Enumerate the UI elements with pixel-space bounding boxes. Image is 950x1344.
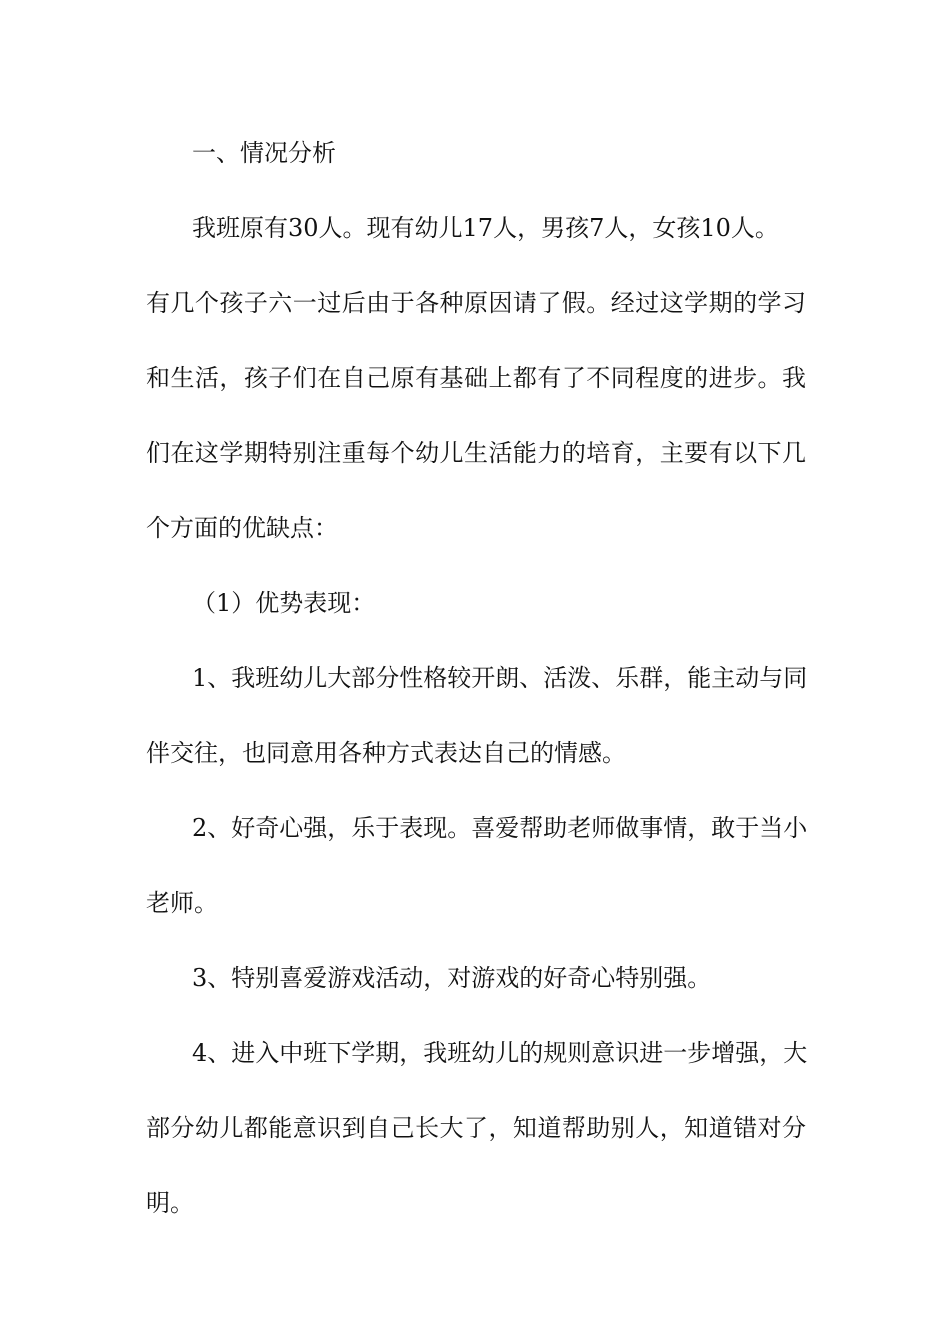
list-item-line: 1、我班幼儿大部分性格较开朗、活泼、乐群，能主动与同 bbox=[192, 664, 808, 692]
list-item-line: 伴交往，也同意用各种方式表达自己的情感。 bbox=[146, 739, 626, 767]
paragraph-line: 们在这学期特别注重每个幼儿生活能力的培育，主要有以下几 bbox=[146, 439, 806, 467]
subheading: （1）优势表现： bbox=[192, 589, 376, 617]
list-item-line: 2、好奇心强，乐于表现。喜爱帮助老师做事情，敢于当小 bbox=[192, 814, 808, 842]
section-heading: 一、情况分析 bbox=[192, 139, 336, 167]
paragraph-line: 有几个孩子六一过后由于各种原因请了假。经过这学期的学习 bbox=[146, 289, 806, 317]
paragraph-line: 和生活，孩子们在自己原有基础上都有了不同程度的进步。我 bbox=[146, 364, 806, 392]
paragraph-line: 个方面的优缺点： bbox=[146, 514, 338, 542]
list-item-line: 明。 bbox=[146, 1189, 194, 1217]
list-item-line: 4、进入中班下学期，我班幼儿的规则意识进一步增强，大 bbox=[192, 1039, 808, 1067]
list-item-line: 部分幼儿都能意识到自己长大了，知道帮助别人，知道错对分 bbox=[146, 1114, 806, 1142]
paragraph-line: 我班原有30人。现有幼儿17人，男孩7人，女孩10人。 bbox=[192, 214, 779, 242]
list-item-line: 3、特别喜爱游戏活动，对游戏的好奇心特别强。 bbox=[192, 964, 712, 992]
list-item-line: 老师。 bbox=[146, 889, 218, 917]
